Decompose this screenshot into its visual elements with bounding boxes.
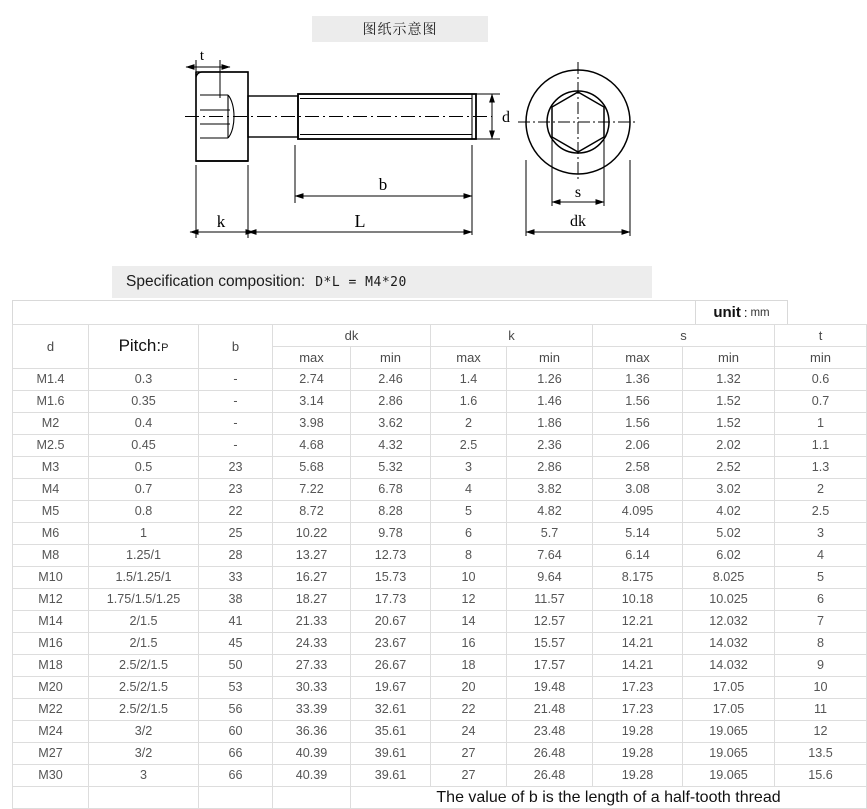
- dim-label-L: L: [354, 211, 366, 231]
- col-header-pitch-sub: P: [161, 341, 169, 354]
- cell-dk-max: 5.68: [273, 457, 351, 479]
- cell-d: M5: [13, 501, 89, 523]
- cell-s-max: 10.18: [593, 589, 683, 611]
- cell-pitch: 1.5/1.25/1: [89, 567, 199, 589]
- table-row: [13, 633, 867, 655]
- cell-s-max: 4.095: [593, 501, 683, 523]
- cell-pitch: 0.3: [89, 369, 199, 391]
- table-footer-row: [13, 787, 867, 809]
- table-row: [13, 567, 867, 589]
- cell-s-max: 1.56: [593, 391, 683, 413]
- unit-row: [12, 300, 788, 324]
- cell-pitch: 2.5/2/1.5: [89, 677, 199, 699]
- cell-b: 60: [199, 721, 273, 743]
- cell-dk-min: 5.32: [351, 457, 431, 479]
- table-header-row-groups: [13, 325, 867, 347]
- cell-d: M6: [13, 523, 89, 545]
- cell-s-max: 12.21: [593, 611, 683, 633]
- cell-t-min: 5: [775, 567, 867, 589]
- col-header-k: k: [431, 325, 593, 347]
- col-header-t-min: min: [775, 347, 867, 369]
- dim-label-k: k: [216, 212, 226, 231]
- cell-d: M20: [13, 677, 89, 699]
- cell-t-min: 6: [775, 589, 867, 611]
- table-row: [13, 391, 867, 413]
- dim-label-s: s: [574, 184, 582, 201]
- table-row: [13, 611, 867, 633]
- cell-b: 28: [199, 545, 273, 567]
- cell-dk-max: 13.27: [273, 545, 351, 567]
- cell-k-max: 12: [431, 589, 507, 611]
- cell-dk-max: 36.36: [273, 721, 351, 743]
- table-row: [13, 721, 867, 743]
- col-header-t: t: [775, 325, 867, 347]
- table-row: [13, 413, 867, 435]
- cell-s-min: 2.52: [683, 457, 775, 479]
- cell-k-min: 1.86: [507, 413, 593, 435]
- cell-k-max: 20: [431, 677, 507, 699]
- cell-k-min: 1.46: [507, 391, 593, 413]
- cell-t-min: 4: [775, 545, 867, 567]
- unit-cell: [695, 301, 787, 324]
- cell-k-min: 3.82: [507, 479, 593, 501]
- cell-b: -: [199, 391, 273, 413]
- cell-s-min: 14.032: [683, 655, 775, 677]
- dim-label-b: b: [378, 175, 388, 194]
- cell-k-max: 1.4: [431, 369, 507, 391]
- cell-t-min: 3: [775, 523, 867, 545]
- cell-s-min: 1.32: [683, 369, 775, 391]
- cell-k-min: 2.86: [507, 457, 593, 479]
- cell-s-max: 5.14: [593, 523, 683, 545]
- technical-drawing: [0, 0, 800, 258]
- cell-b: 66: [199, 765, 273, 787]
- cell-dk-min: 2.46: [351, 369, 431, 391]
- footer-blank-pitch: [89, 787, 199, 809]
- table-row: [13, 369, 867, 391]
- cell-k-min: 17.57: [507, 655, 593, 677]
- specification-value: D*L = M4*20: [315, 274, 407, 290]
- table-row: [13, 435, 867, 457]
- cell-s-min: 1.52: [683, 391, 775, 413]
- cell-s-max: 17.23: [593, 699, 683, 721]
- cell-dk-min: 3.62: [351, 413, 431, 435]
- cell-t-min: 8: [775, 633, 867, 655]
- cell-s-max: 1.56: [593, 413, 683, 435]
- cell-b: 50: [199, 655, 273, 677]
- cell-dk-min: 8.28: [351, 501, 431, 523]
- cell-t-min: 2.5: [775, 501, 867, 523]
- cell-k-min: 2.36: [507, 435, 593, 457]
- cell-pitch: 3/2: [89, 743, 199, 765]
- cell-k-max: 22: [431, 699, 507, 721]
- cell-t-min: 10: [775, 677, 867, 699]
- table-row: [13, 501, 867, 523]
- cell-d: M1.6: [13, 391, 89, 413]
- footer-note: The value of b is the length of a half-tooth thread: [351, 787, 867, 809]
- dim-label-d: d: [502, 109, 510, 126]
- cell-t-min: 0.6: [775, 369, 867, 391]
- table-row: [13, 677, 867, 699]
- cell-b: 38: [199, 589, 273, 611]
- cell-dk-max: 3.98: [273, 413, 351, 435]
- cell-k-max: 6: [431, 523, 507, 545]
- cell-dk-min: 39.61: [351, 743, 431, 765]
- cell-s-min: 19.065: [683, 765, 775, 787]
- cell-pitch: 2.5/2/1.5: [89, 655, 199, 677]
- col-header-dk-min: min: [351, 347, 431, 369]
- cell-s-min: 12.032: [683, 611, 775, 633]
- cell-s-min: 17.05: [683, 699, 775, 721]
- cell-pitch: 2/1.5: [89, 611, 199, 633]
- cell-k-min: 21.48: [507, 699, 593, 721]
- table-row: [13, 545, 867, 567]
- cell-pitch: 1.25/1: [89, 545, 199, 567]
- cell-s-max: 17.23: [593, 677, 683, 699]
- cell-s-max: 19.28: [593, 721, 683, 743]
- specification-table: [12, 324, 867, 809]
- cell-t-min: 2: [775, 479, 867, 501]
- cell-k-max: 8: [431, 545, 507, 567]
- col-header-s-min: min: [683, 347, 775, 369]
- cell-pitch: 2.5/2/1.5: [89, 699, 199, 721]
- cell-k-max: 3: [431, 457, 507, 479]
- cell-dk-min: 32.61: [351, 699, 431, 721]
- cell-dk-min: 20.67: [351, 611, 431, 633]
- cell-dk-max: 33.39: [273, 699, 351, 721]
- cell-dk-max: 7.22: [273, 479, 351, 501]
- table-header: [13, 325, 867, 369]
- cell-k-min: 12.57: [507, 611, 593, 633]
- cell-b: -: [199, 413, 273, 435]
- cell-t-min: 1.3: [775, 457, 867, 479]
- specification-label: Specification composition:: [126, 273, 306, 290]
- cell-k-min: 15.57: [507, 633, 593, 655]
- cell-b: 41: [199, 611, 273, 633]
- cell-dk-min: 6.78: [351, 479, 431, 501]
- cell-k-max: 4: [431, 479, 507, 501]
- cell-dk-min: 23.67: [351, 633, 431, 655]
- screw-drawing-svg: [0, 0, 800, 258]
- cell-dk-max: 21.33: [273, 611, 351, 633]
- footer-blank-dkmax: [273, 787, 351, 809]
- col-header-dk-max: max: [273, 347, 351, 369]
- cell-s-max: 1.36: [593, 369, 683, 391]
- cell-b: -: [199, 435, 273, 457]
- cell-d: M10: [13, 567, 89, 589]
- cell-dk-max: 3.14: [273, 391, 351, 413]
- cell-k-min: 9.64: [507, 567, 593, 589]
- cell-d: M2.5: [13, 435, 89, 457]
- col-header-dk: dk: [273, 325, 431, 347]
- dim-label-t: t: [199, 48, 205, 64]
- cell-s-min: 10.025: [683, 589, 775, 611]
- cell-s-max: 6.14: [593, 545, 683, 567]
- cell-k-max: 27: [431, 765, 507, 787]
- cell-pitch: 1.75/1.5/1.25: [89, 589, 199, 611]
- cell-pitch: 0.8: [89, 501, 199, 523]
- table-row: [13, 457, 867, 479]
- cell-s-min: 1.52: [683, 413, 775, 435]
- cell-d: M14: [13, 611, 89, 633]
- cell-pitch: 0.35: [89, 391, 199, 413]
- cell-s-max: 2.06: [593, 435, 683, 457]
- table-row: [13, 743, 867, 765]
- cell-k-max: 5: [431, 501, 507, 523]
- cell-dk-max: 30.33: [273, 677, 351, 699]
- cell-dk-max: 2.74: [273, 369, 351, 391]
- cell-b: -: [199, 369, 273, 391]
- cell-k-max: 14: [431, 611, 507, 633]
- footer-blank-b: [199, 787, 273, 809]
- cell-pitch: 0.7: [89, 479, 199, 501]
- cell-k-min: 26.48: [507, 765, 593, 787]
- cell-k-max: 10: [431, 567, 507, 589]
- cell-t-min: 12: [775, 721, 867, 743]
- cell-k-min: 5.7: [507, 523, 593, 545]
- cell-k-max: 16: [431, 633, 507, 655]
- col-header-s-max: max: [593, 347, 683, 369]
- cell-b: 33: [199, 567, 273, 589]
- col-header-pitch-main: Pitch:: [118, 335, 162, 355]
- cell-k-max: 24: [431, 721, 507, 743]
- unit-word: unit: [713, 304, 741, 321]
- cell-t-min: 13.5: [775, 743, 867, 765]
- cell-t-min: 9: [775, 655, 867, 677]
- table-row: [13, 699, 867, 721]
- cell-s-max: 14.21: [593, 633, 683, 655]
- cell-dk-min: 26.67: [351, 655, 431, 677]
- cell-k-min: 26.48: [507, 743, 593, 765]
- cell-b: 45: [199, 633, 273, 655]
- cell-b: 53: [199, 677, 273, 699]
- col-header-d: d: [13, 325, 89, 369]
- cell-d: M3: [13, 457, 89, 479]
- col-header-k-max: max: [431, 347, 507, 369]
- table-body: [13, 369, 867, 787]
- table-footer: [13, 787, 867, 809]
- cell-k-max: 18: [431, 655, 507, 677]
- col-header-pitch: [89, 325, 199, 369]
- cell-t-min: 15.6: [775, 765, 867, 787]
- cell-s-max: 3.08: [593, 479, 683, 501]
- unit-value: mm: [750, 306, 770, 319]
- table-row: [13, 765, 867, 787]
- cell-pitch: 0.4: [89, 413, 199, 435]
- cell-t-min: 7: [775, 611, 867, 633]
- cell-d: M22: [13, 699, 89, 721]
- cell-s-max: 19.28: [593, 765, 683, 787]
- cell-dk-min: 17.73: [351, 589, 431, 611]
- cell-b: 23: [199, 479, 273, 501]
- cell-dk-min: 9.78: [351, 523, 431, 545]
- cell-dk-max: 18.27: [273, 589, 351, 611]
- cell-k-min: 11.57: [507, 589, 593, 611]
- cell-s-min: 17.05: [683, 677, 775, 699]
- cell-d: M8: [13, 545, 89, 567]
- cell-d: M30: [13, 765, 89, 787]
- cell-k-min: 23.48: [507, 721, 593, 743]
- cell-k-min: 19.48: [507, 677, 593, 699]
- cell-s-min: 8.025: [683, 567, 775, 589]
- cell-pitch: 1: [89, 523, 199, 545]
- cell-t-min: 1: [775, 413, 867, 435]
- cell-s-max: 14.21: [593, 655, 683, 677]
- drawing-title-text: 图纸示意图: [362, 22, 438, 38]
- cell-d: M12: [13, 589, 89, 611]
- cell-s-min: 6.02: [683, 545, 775, 567]
- col-header-b: b: [199, 325, 273, 369]
- cell-b: 25: [199, 523, 273, 545]
- footer-blank-d: [13, 787, 89, 809]
- cell-s-min: 19.065: [683, 743, 775, 765]
- cell-dk-max: 16.27: [273, 567, 351, 589]
- cell-b: 23: [199, 457, 273, 479]
- cell-b: 66: [199, 743, 273, 765]
- cell-s-min: 19.065: [683, 721, 775, 743]
- cell-dk-min: 2.86: [351, 391, 431, 413]
- cell-d: M24: [13, 721, 89, 743]
- cell-dk-min: 15.73: [351, 567, 431, 589]
- cell-d: M27: [13, 743, 89, 765]
- cell-dk-min: 39.61: [351, 765, 431, 787]
- col-header-k-min: min: [507, 347, 593, 369]
- cell-pitch: 0.45: [89, 435, 199, 457]
- cell-k-min: 7.64: [507, 545, 593, 567]
- cell-k-min: 4.82: [507, 501, 593, 523]
- cell-s-min: 5.02: [683, 523, 775, 545]
- table-row: [13, 523, 867, 545]
- cell-dk-min: 12.73: [351, 545, 431, 567]
- cell-b: 22: [199, 501, 273, 523]
- cell-k-max: 27: [431, 743, 507, 765]
- cell-pitch: 3: [89, 765, 199, 787]
- cell-s-min: 3.02: [683, 479, 775, 501]
- cell-d: M2: [13, 413, 89, 435]
- cell-s-max: 2.58: [593, 457, 683, 479]
- cell-dk-min: 4.32: [351, 435, 431, 457]
- col-header-s: s: [593, 325, 775, 347]
- dim-label-dk: dk: [570, 213, 586, 230]
- table-row: [13, 589, 867, 611]
- cell-dk-max: 10.22: [273, 523, 351, 545]
- cell-pitch: 2/1.5: [89, 633, 199, 655]
- cell-k-max: 2.5: [431, 435, 507, 457]
- cell-pitch: 0.5: [89, 457, 199, 479]
- cell-s-min: 14.032: [683, 633, 775, 655]
- cell-dk-min: 35.61: [351, 721, 431, 743]
- cell-s-min: 2.02: [683, 435, 775, 457]
- cell-k-max: 2: [431, 413, 507, 435]
- cell-dk-min: 19.67: [351, 677, 431, 699]
- cell-b: 56: [199, 699, 273, 721]
- cell-t-min: 11: [775, 699, 867, 721]
- cell-d: M1.4: [13, 369, 89, 391]
- cell-t-min: 0.7: [775, 391, 867, 413]
- specification-composition-bar: [112, 266, 652, 298]
- cell-d: M4: [13, 479, 89, 501]
- unit-colon: :: [743, 305, 748, 320]
- cell-dk-max: 8.72: [273, 501, 351, 523]
- cell-s-min: 4.02: [683, 501, 775, 523]
- cell-s-max: 8.175: [593, 567, 683, 589]
- cell-d: M16: [13, 633, 89, 655]
- cell-dk-max: 40.39: [273, 765, 351, 787]
- table-row: [13, 479, 867, 501]
- table-row: [13, 655, 867, 677]
- cell-t-min: 1.1: [775, 435, 867, 457]
- cell-d: M18: [13, 655, 89, 677]
- cell-dk-max: 4.68: [273, 435, 351, 457]
- cell-s-max: 19.28: [593, 743, 683, 765]
- cell-dk-max: 24.33: [273, 633, 351, 655]
- cell-dk-max: 40.39: [273, 743, 351, 765]
- cell-dk-max: 27.33: [273, 655, 351, 677]
- cell-pitch: 3/2: [89, 721, 199, 743]
- cell-k-min: 1.26: [507, 369, 593, 391]
- cell-k-max: 1.6: [431, 391, 507, 413]
